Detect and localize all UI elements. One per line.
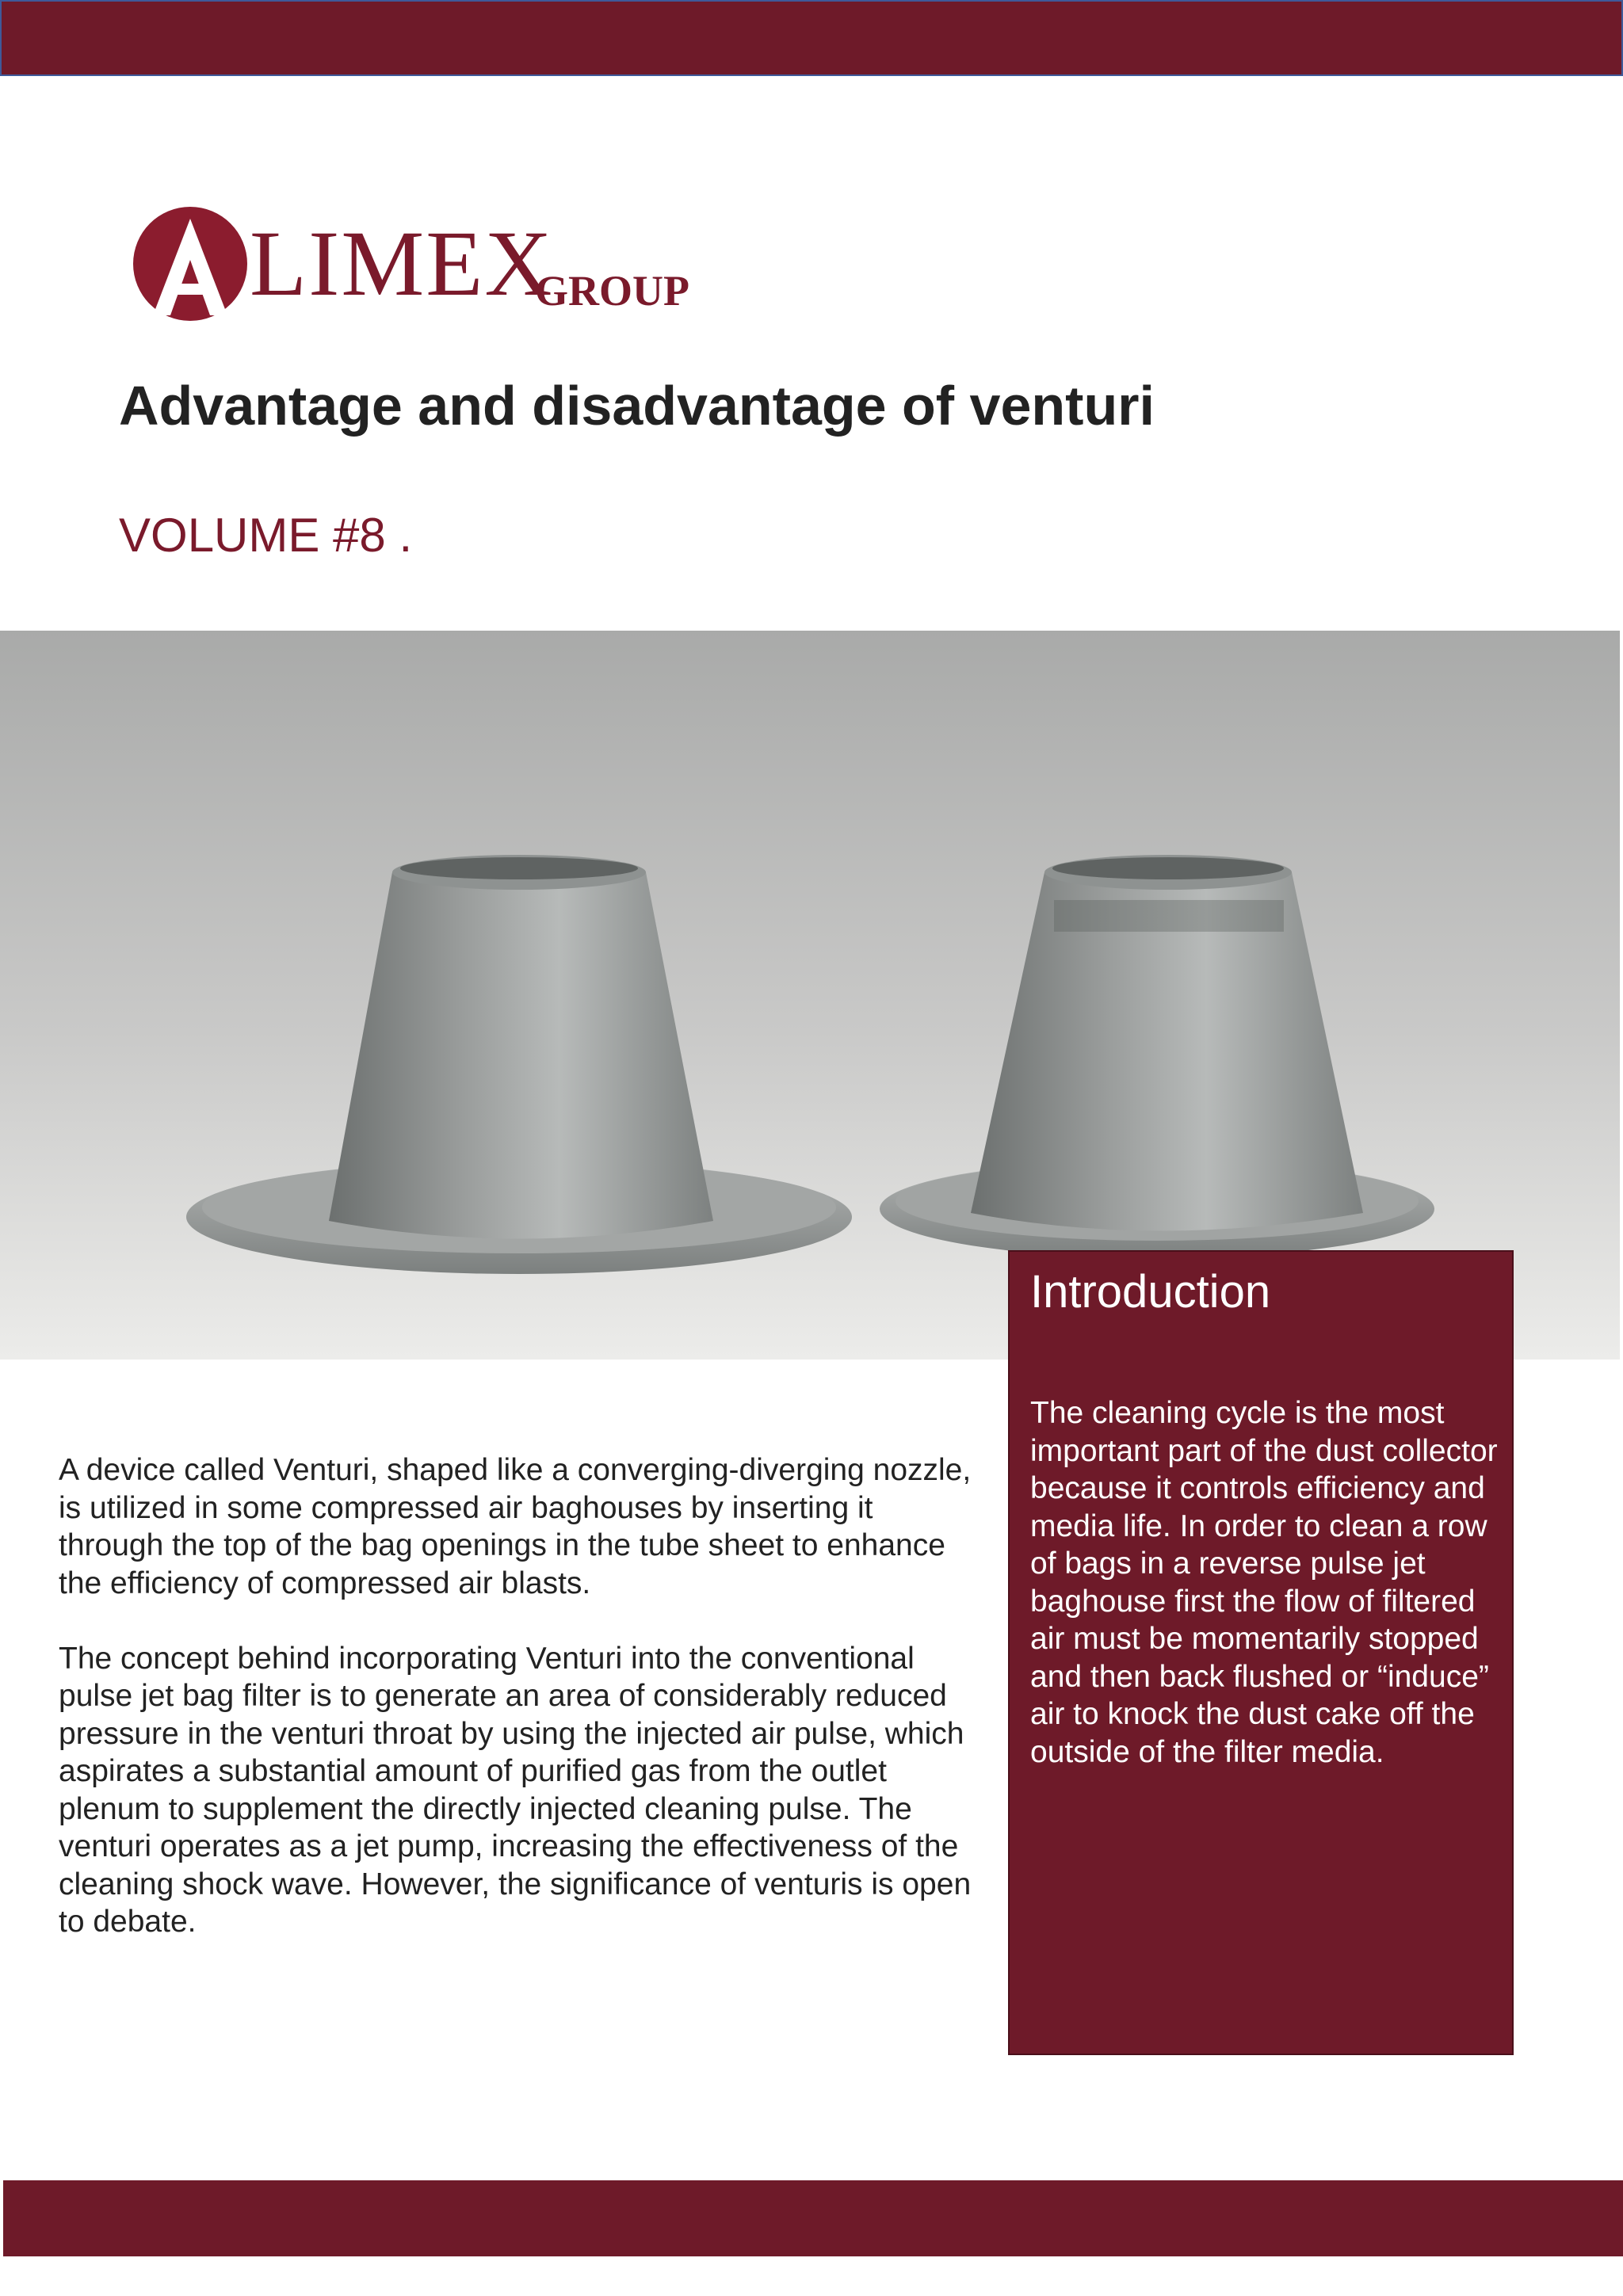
top-banner — [0, 0, 1623, 76]
introduction-heading: Introduction — [1030, 1266, 1271, 1318]
logo-group-text: GROUP — [535, 267, 689, 315]
body-paragraph-1: A device called Venturi, shaped like a converging-diverging nozzle, is utilized in some compressed air baghouses by inserting it through the top of the bag openings in the tube sheet to enhance the efficiency of compressed air blasts. — [59, 1453, 972, 1600]
body-paragraph-2: The concept behind incorporating Venturi into the conventional pulse jet bag filter is to generate an area of considerably reduced pressure in the venturi throat by using the injected air pulse, which aspirates a substantial amount of purified gas from the outlet plenum to supplement the directly injected cleaning pulse. The venturi operates as a jet pump, increasing the effectiveness of the cleaning shock wave. However, the significance of venturis is open to debate. — [59, 1641, 972, 1939]
page-title: Advantage and disadvantage of venturi — [119, 375, 1155, 437]
introduction-box — [1008, 1250, 1514, 2055]
bottom-banner — [3, 2180, 1623, 2256]
main-body — [59, 1451, 978, 1941]
alimex-a-mark-icon — [131, 204, 250, 323]
volume-label: VOLUME #8 . — [119, 509, 413, 562]
logo-wordmark: LIMEX — [250, 212, 554, 315]
alimex-logo — [131, 204, 689, 331]
introduction-text: The cleaning cycle is the most important part of the dust collector because it controls efficiency and media life. In order to clean a row of bags in a reverse pulse jet baghouse first the flow of filtered air must be momentarily stopped and then back flushed or “induce” air to knock the dust cake off the outside of the filter media. — [1030, 1396, 1498, 1769]
